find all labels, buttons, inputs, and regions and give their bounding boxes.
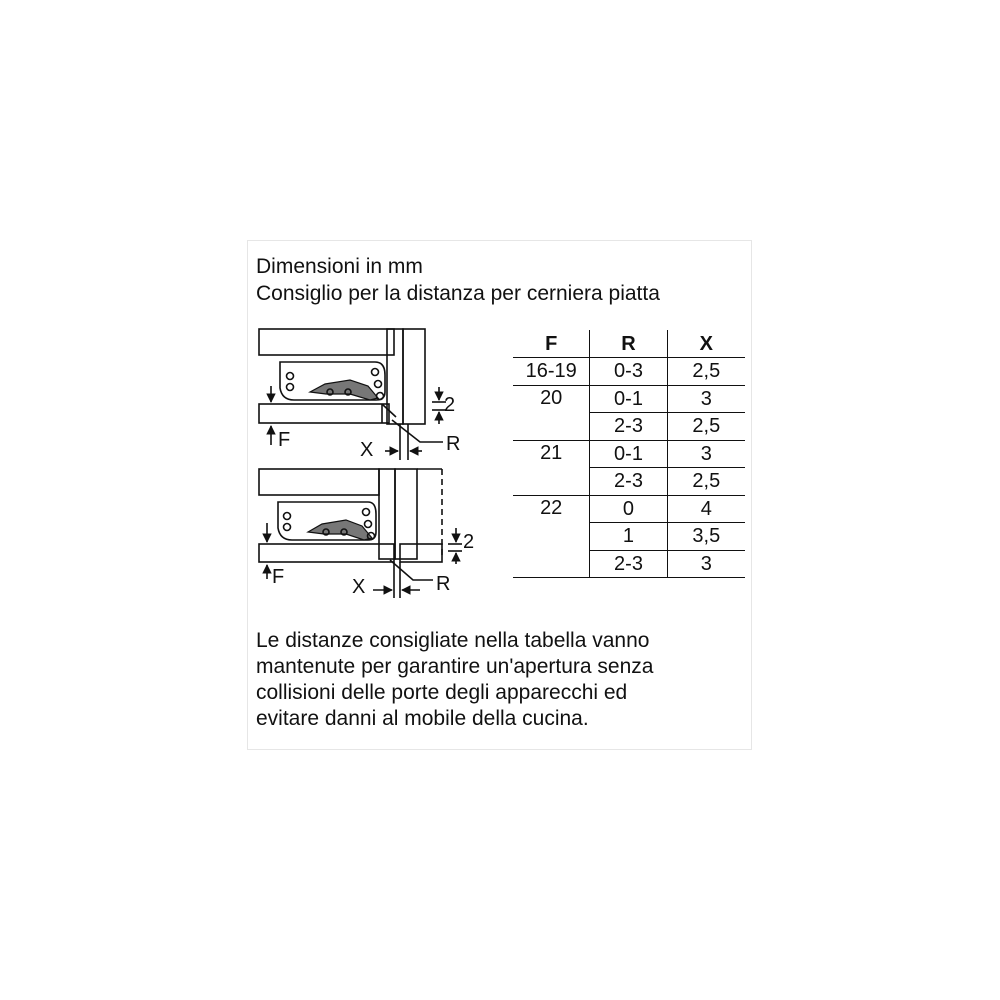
diagram-bottom-labels [272, 531, 474, 598]
col-header-r: R [590, 330, 667, 358]
table-row [513, 385, 745, 413]
cell-r: 0-1 [590, 440, 667, 468]
cell-f: 21 [513, 440, 590, 495]
cabinet-door-panel-2 [259, 544, 394, 562]
heading [256, 253, 660, 307]
cell-x: 3 [667, 550, 745, 578]
heading-title: Consiglio per la distanza per cerniera piatta [256, 282, 660, 305]
hinge-diagram [250, 320, 510, 610]
cell-r: 0-1 [590, 385, 667, 413]
appliance-door-2 [395, 469, 417, 559]
hinge-arm [310, 380, 378, 400]
cell-x: 3 [667, 385, 745, 413]
cabinet-top-panel [259, 329, 394, 355]
cell-x: 3 [667, 440, 745, 468]
note-line: mantenute per garantire un'apertura senza [256, 655, 654, 678]
table-row [513, 440, 745, 468]
note-line: collisioni delle porte degli apparecchi ed [256, 681, 628, 704]
label-r-bottom: R [436, 573, 451, 595]
cell-r: 2-3 [590, 413, 667, 441]
label-gap-top: 2 [444, 394, 456, 416]
note-line: evitare danni al mobile della cucina. [256, 707, 589, 730]
distance-table [513, 330, 745, 578]
cell-r: 0 [590, 495, 667, 523]
cabinet-top-panel-2 [259, 469, 379, 495]
label-r-top: R [446, 433, 461, 455]
table-row [513, 495, 745, 523]
label-f-bottom: F [272, 566, 285, 588]
cabinet-door-panel [259, 404, 389, 423]
hinge-arm-2 [308, 520, 372, 540]
cell-r: 2-3 [590, 550, 667, 578]
cell-x: 2,5 [667, 358, 745, 386]
col-header-f: F [513, 330, 590, 358]
table-row [513, 358, 745, 386]
label-x-top: X [360, 439, 374, 461]
heading-units: Dimensioni in mm [256, 255, 423, 278]
cell-f: 16-19 [513, 358, 590, 386]
cell-f: 22 [513, 495, 590, 578]
cell-x: 4 [667, 495, 745, 523]
cell-x: 2,5 [667, 468, 745, 496]
cell-r: 2-3 [590, 468, 667, 496]
cell-r: 0-3 [590, 358, 667, 386]
note-text [256, 628, 736, 732]
note-line: Le distanze consigliate nella tabella vanno [256, 629, 650, 652]
side-panel-2 [379, 469, 395, 559]
col-header-x: X [667, 330, 745, 358]
label-gap-bottom: 2 [463, 531, 475, 553]
cell-f: 20 [513, 385, 590, 440]
appliance-door [403, 329, 425, 424]
label-x-bottom: X [352, 576, 366, 598]
cell-x: 2,5 [667, 413, 745, 441]
cell-r: 1 [590, 523, 667, 551]
cell-x: 3,5 [667, 523, 745, 551]
label-f-top: F [278, 429, 291, 451]
